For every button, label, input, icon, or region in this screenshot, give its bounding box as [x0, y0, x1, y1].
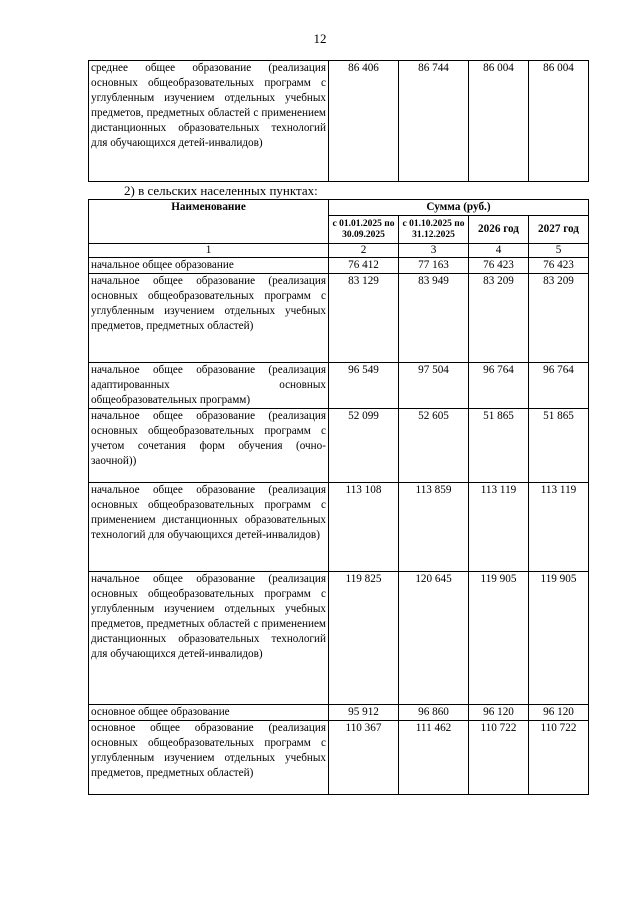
table-row — [89, 705, 589, 721]
index-cell: 3 — [399, 244, 469, 258]
value-cell: 96 764 — [529, 363, 589, 409]
header-row — [89, 200, 589, 216]
value-cell: 76 423 — [469, 258, 529, 274]
value-cell: 119 905 — [529, 572, 589, 705]
value-cell: 96 549 — [329, 363, 399, 409]
value-cell: 96 764 — [469, 363, 529, 409]
value-cell: 110 722 — [529, 721, 589, 795]
value-cell: 119 905 — [469, 572, 529, 705]
period-1-header: с 01.01.2025 по 30.09.2025 — [329, 216, 399, 244]
table-row — [89, 61, 589, 182]
table-row — [89, 721, 589, 795]
row-name: начальное общее образование (реализация основных общеобразовательных программ с применением дистанционных образовательных технологий для обучающихся детей-инвалидов) — [89, 483, 329, 572]
value-cell: 96 860 — [399, 705, 469, 721]
value-cell: 86 744 — [399, 61, 469, 182]
value-cell: 86 004 — [529, 61, 589, 182]
row-name: начальное общее образование (реализация адаптированных основных общеобразовательных программ) — [89, 363, 329, 409]
value-cell: 119 825 — [329, 572, 399, 705]
value-cell: 83 129 — [329, 274, 399, 363]
value-cell: 51 865 — [469, 409, 529, 483]
period-2-header: с 01.10.2025 по 31.12.2025 — [399, 216, 469, 244]
row-name: основное общее образование (реализация основных общеобразовательных программ с углубленным изучением отдельных учебных предметов, предметных областей) — [89, 721, 329, 795]
value-cell: 51 865 — [529, 409, 589, 483]
value-cell: 83 949 — [399, 274, 469, 363]
table-row — [89, 409, 589, 483]
row-name: начальное общее образование (реализация основных общеобразовательных программ с углубленным изучением отдельных учебных предметов, предметных областей) — [89, 274, 329, 363]
table-row — [89, 363, 589, 409]
value-cell: 52 099 — [329, 409, 399, 483]
year-2027-header: 2027 год — [529, 216, 589, 244]
sum-header: Сумма (руб.) — [329, 200, 589, 216]
value-cell: 113 108 — [329, 483, 399, 572]
value-cell: 113 859 — [399, 483, 469, 572]
value-cell: 76 423 — [529, 258, 589, 274]
value-cell: 113 119 — [529, 483, 589, 572]
index-row — [89, 244, 589, 258]
table-row — [89, 274, 589, 363]
value-cell: 110 367 — [329, 721, 399, 795]
value-cell: 86 406 — [329, 61, 399, 182]
value-cell: 83 209 — [469, 274, 529, 363]
table-row — [89, 572, 589, 705]
value-cell: 111 462 — [399, 721, 469, 795]
year-2026-header: 2026 год — [469, 216, 529, 244]
row-name: начальное общее образование (реализация основных общеобразовательных программ с учетом сочетания форм обучения (очно-заочной)) — [89, 409, 329, 483]
value-cell: 95 912 — [329, 705, 399, 721]
value-cell: 110 722 — [469, 721, 529, 795]
row-name: основное общее образование — [89, 705, 329, 721]
section-heading: 2) в сельских населенных пунктах: — [124, 183, 318, 198]
continuation-table — [88, 60, 589, 182]
value-cell: 113 119 — [469, 483, 529, 572]
value-cell: 76 412 — [329, 258, 399, 274]
row-name: начальное общее образование (реализация основных общеобразовательных программ с углубленным изучением отдельных учебных предметов, предметных областей с применением дистанционных образовательных технологий для обучающихся детей-инвалидов) — [89, 572, 329, 705]
index-cell: 2 — [329, 244, 399, 258]
value-cell: 77 163 — [399, 258, 469, 274]
rural-rates-table — [88, 199, 589, 795]
value-cell: 96 120 — [529, 705, 589, 721]
index-cell: 1 — [89, 244, 329, 258]
name-column-header: Наименование — [89, 200, 329, 244]
row-name: среднее общее образование (реализация основных общеобразовательных программ с углубленным изучением отдельных учебных предметов, предметных областей с применением дистанционных образовательных технологий для обучающихся детей-инвалидов) — [89, 61, 329, 182]
value-cell: 97 504 — [399, 363, 469, 409]
table-row — [89, 258, 589, 274]
value-cell: 96 120 — [469, 705, 529, 721]
index-cell: 5 — [529, 244, 589, 258]
table-row — [89, 483, 589, 572]
value-cell: 86 004 — [469, 61, 529, 182]
page-number: 12 — [313, 31, 327, 46]
value-cell: 52 605 — [399, 409, 469, 483]
value-cell: 83 209 — [529, 274, 589, 363]
value-cell: 120 645 — [399, 572, 469, 705]
row-name: начальное общее образование — [89, 258, 329, 274]
index-cell: 4 — [469, 244, 529, 258]
